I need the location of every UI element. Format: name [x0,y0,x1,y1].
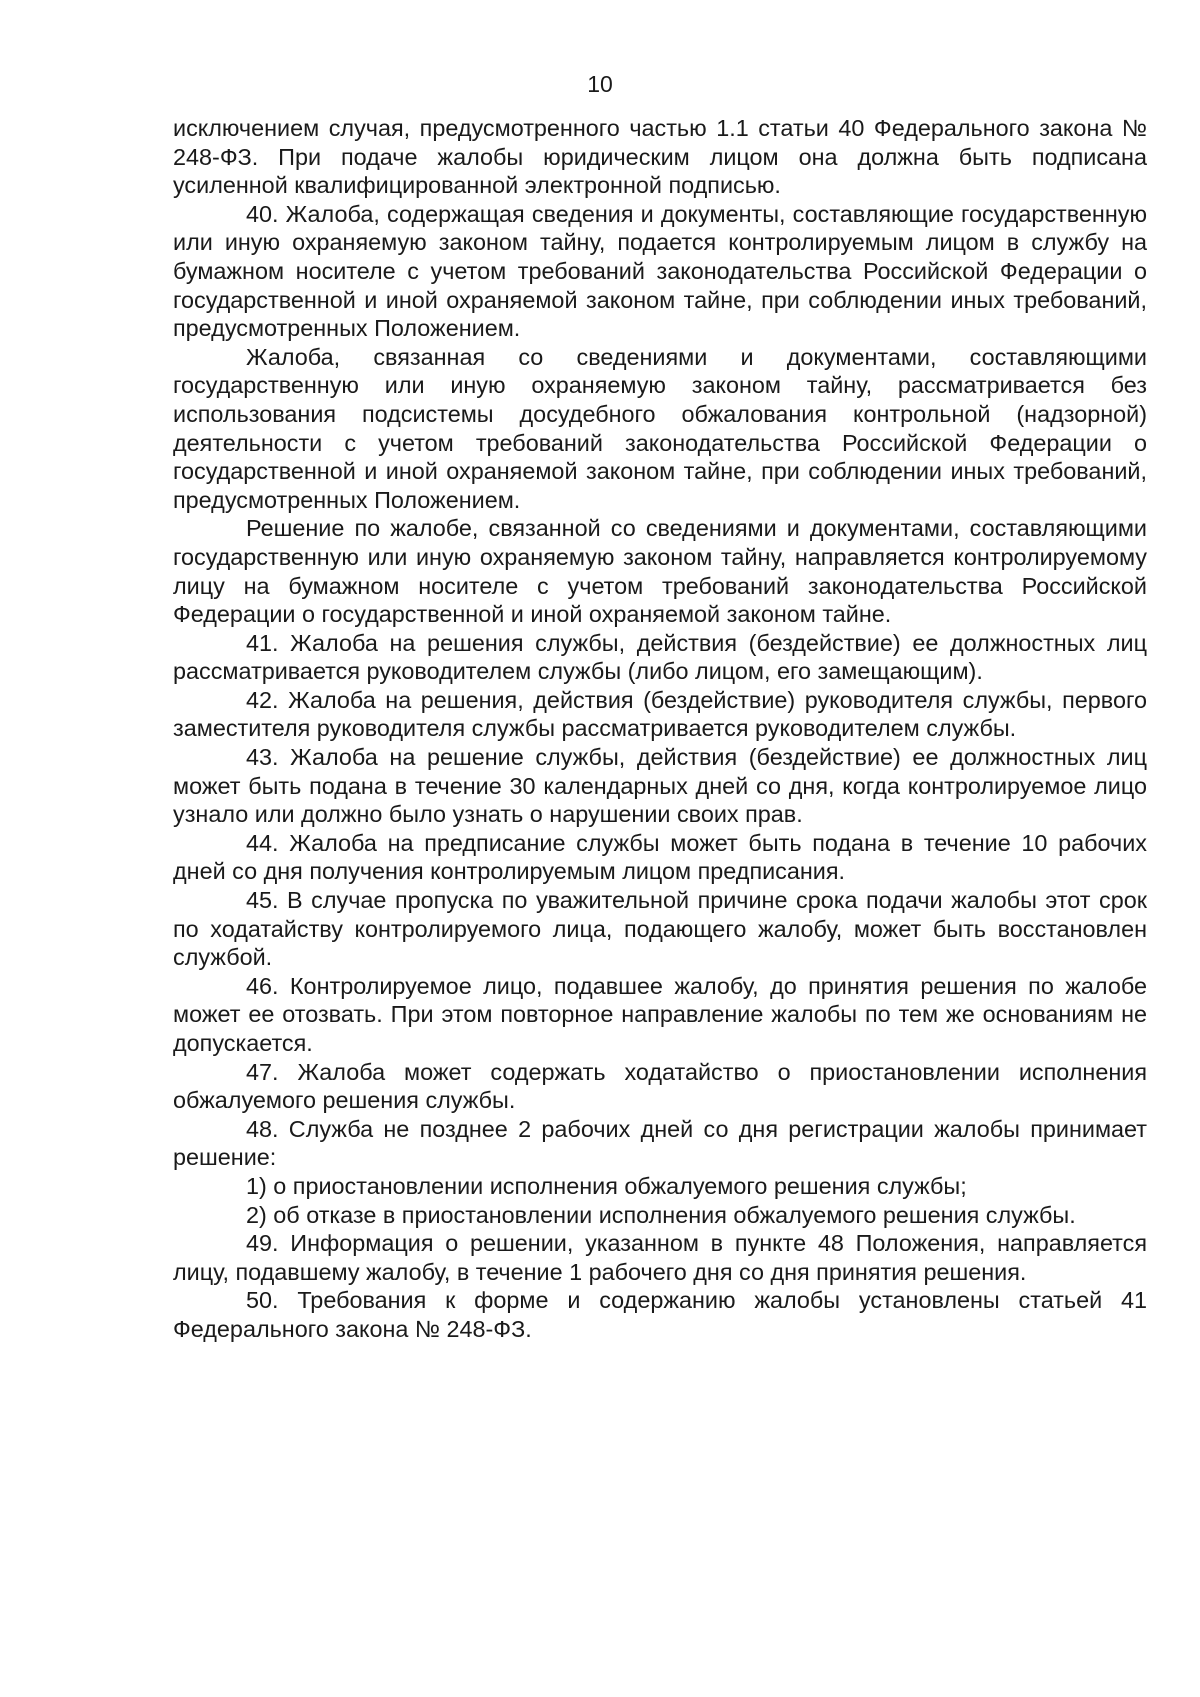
list-item-48-2: 2) об отказе в приостановлении исполнения обжалуемого решения службы. [246,1201,1076,1228]
paragraph-44: 44. Жалоба на предписание службы может быть подана в течение 10 рабочих дней со дня получения контролируемым лицом предписания. [173,829,1147,885]
page-number: 10 [587,71,613,97]
paragraph-48: 48. Служба не позднее 2 рабочих дней со дня регистрации жалобы принимает решение: [173,1115,1147,1171]
paragraph-43: 43. Жалоба на решение службы, действия (бездействие) ее должностных лиц может быть подана в течение 30 календарных дней со дня, когда контролируемое лицо узнало или должно было узнать о нарушении своих прав. [173,744,1147,828]
paragraph-49: 49. Информация о решении, указанном в пункте 48 Положения, направляется лицу, подавшему жалобу, в течение 1 рабочего дня со дня принятия решения. [173,1230,1147,1285]
paragraph-45: 45. В случае пропуска по уважительной причине срока подачи жалобы этот срок по ходатайству контролируемого лица, подающего жалобу, может быть восстановлен службой. [173,887,1147,971]
paragraph-continuation: исключением случая, предусмотренного частью 1.1 статьи 40 Федерального закона № 248-ФЗ. При подаче жалобы юридическим лицом она должна быть подписана усиленной квалифицированной электронной подписью. [173,115,1147,199]
paragraph-46: 46. Контролируемое лицо, подавшее жалобу, до принятия решения по жалобе может ее отозвать. При этом повторное направление жалобы по тем же основаниям не допускается. [173,972,1147,1056]
list-item-48-1: 1) о приостановлении исполнения обжалуемого решения службы; [246,1172,967,1199]
paragraph-42: 42. Жалоба на решения, действия (бездействие) руководителя службы, первого заместителя руководителя службы рассматривается руководителем службы. [173,686,1147,742]
paragraph-47: 47. Жалоба может содержать ходатайство о приостановлении исполнения обжалуемого решения службы. [173,1058,1147,1114]
paragraph-50: 50. Требования к форме и содержанию жалобы установлены статьей 41 Федерального закона № 248-ФЗ. [173,1287,1147,1342]
paragraph-40-secrecy-decision: Решение по жалобе, связанной со сведениями и документами, составляющими государственную или иную охраняемую законом тайну, направляется контролируемому лицу на бумажном носителе с учетом требований законодательства Российской Федерации о государственной и иной охраняемой законом тайне. [173,515,1147,628]
paragraph-40: 40. Жалоба, содержащая сведения и документы, составляющие государственную или иную охраняемую законом тайну, подается контролируемым лицом в службу на бумажном носителе с учетом требований законодательства Российской Федерации о государственной и иной охраняемой законом тайне, при соблюдении иных требований, предусмотренных Положением. [173,200,1147,342]
paragraph-41: 41. Жалоба на решения службы, действия (бездействие) ее должностных лиц рассматривается руководителем службы (либо лицом, его замещающим). [173,629,1147,685]
paragraph-40-secrecy-review: Жалоба, связанная со сведениями и документами, составляющими государственную или иную охраняемую законом тайну, рассматривается без использования подсистемы досудебного обжалования контрольной (надзорной) деятельности с учетом требований законодательства Российской Федерации о государственной и иной охраняемой законом тайне, при соблюдении иных требований, предусмотренных Положением. [173,343,1147,513]
document-body [173,114,1147,1344]
